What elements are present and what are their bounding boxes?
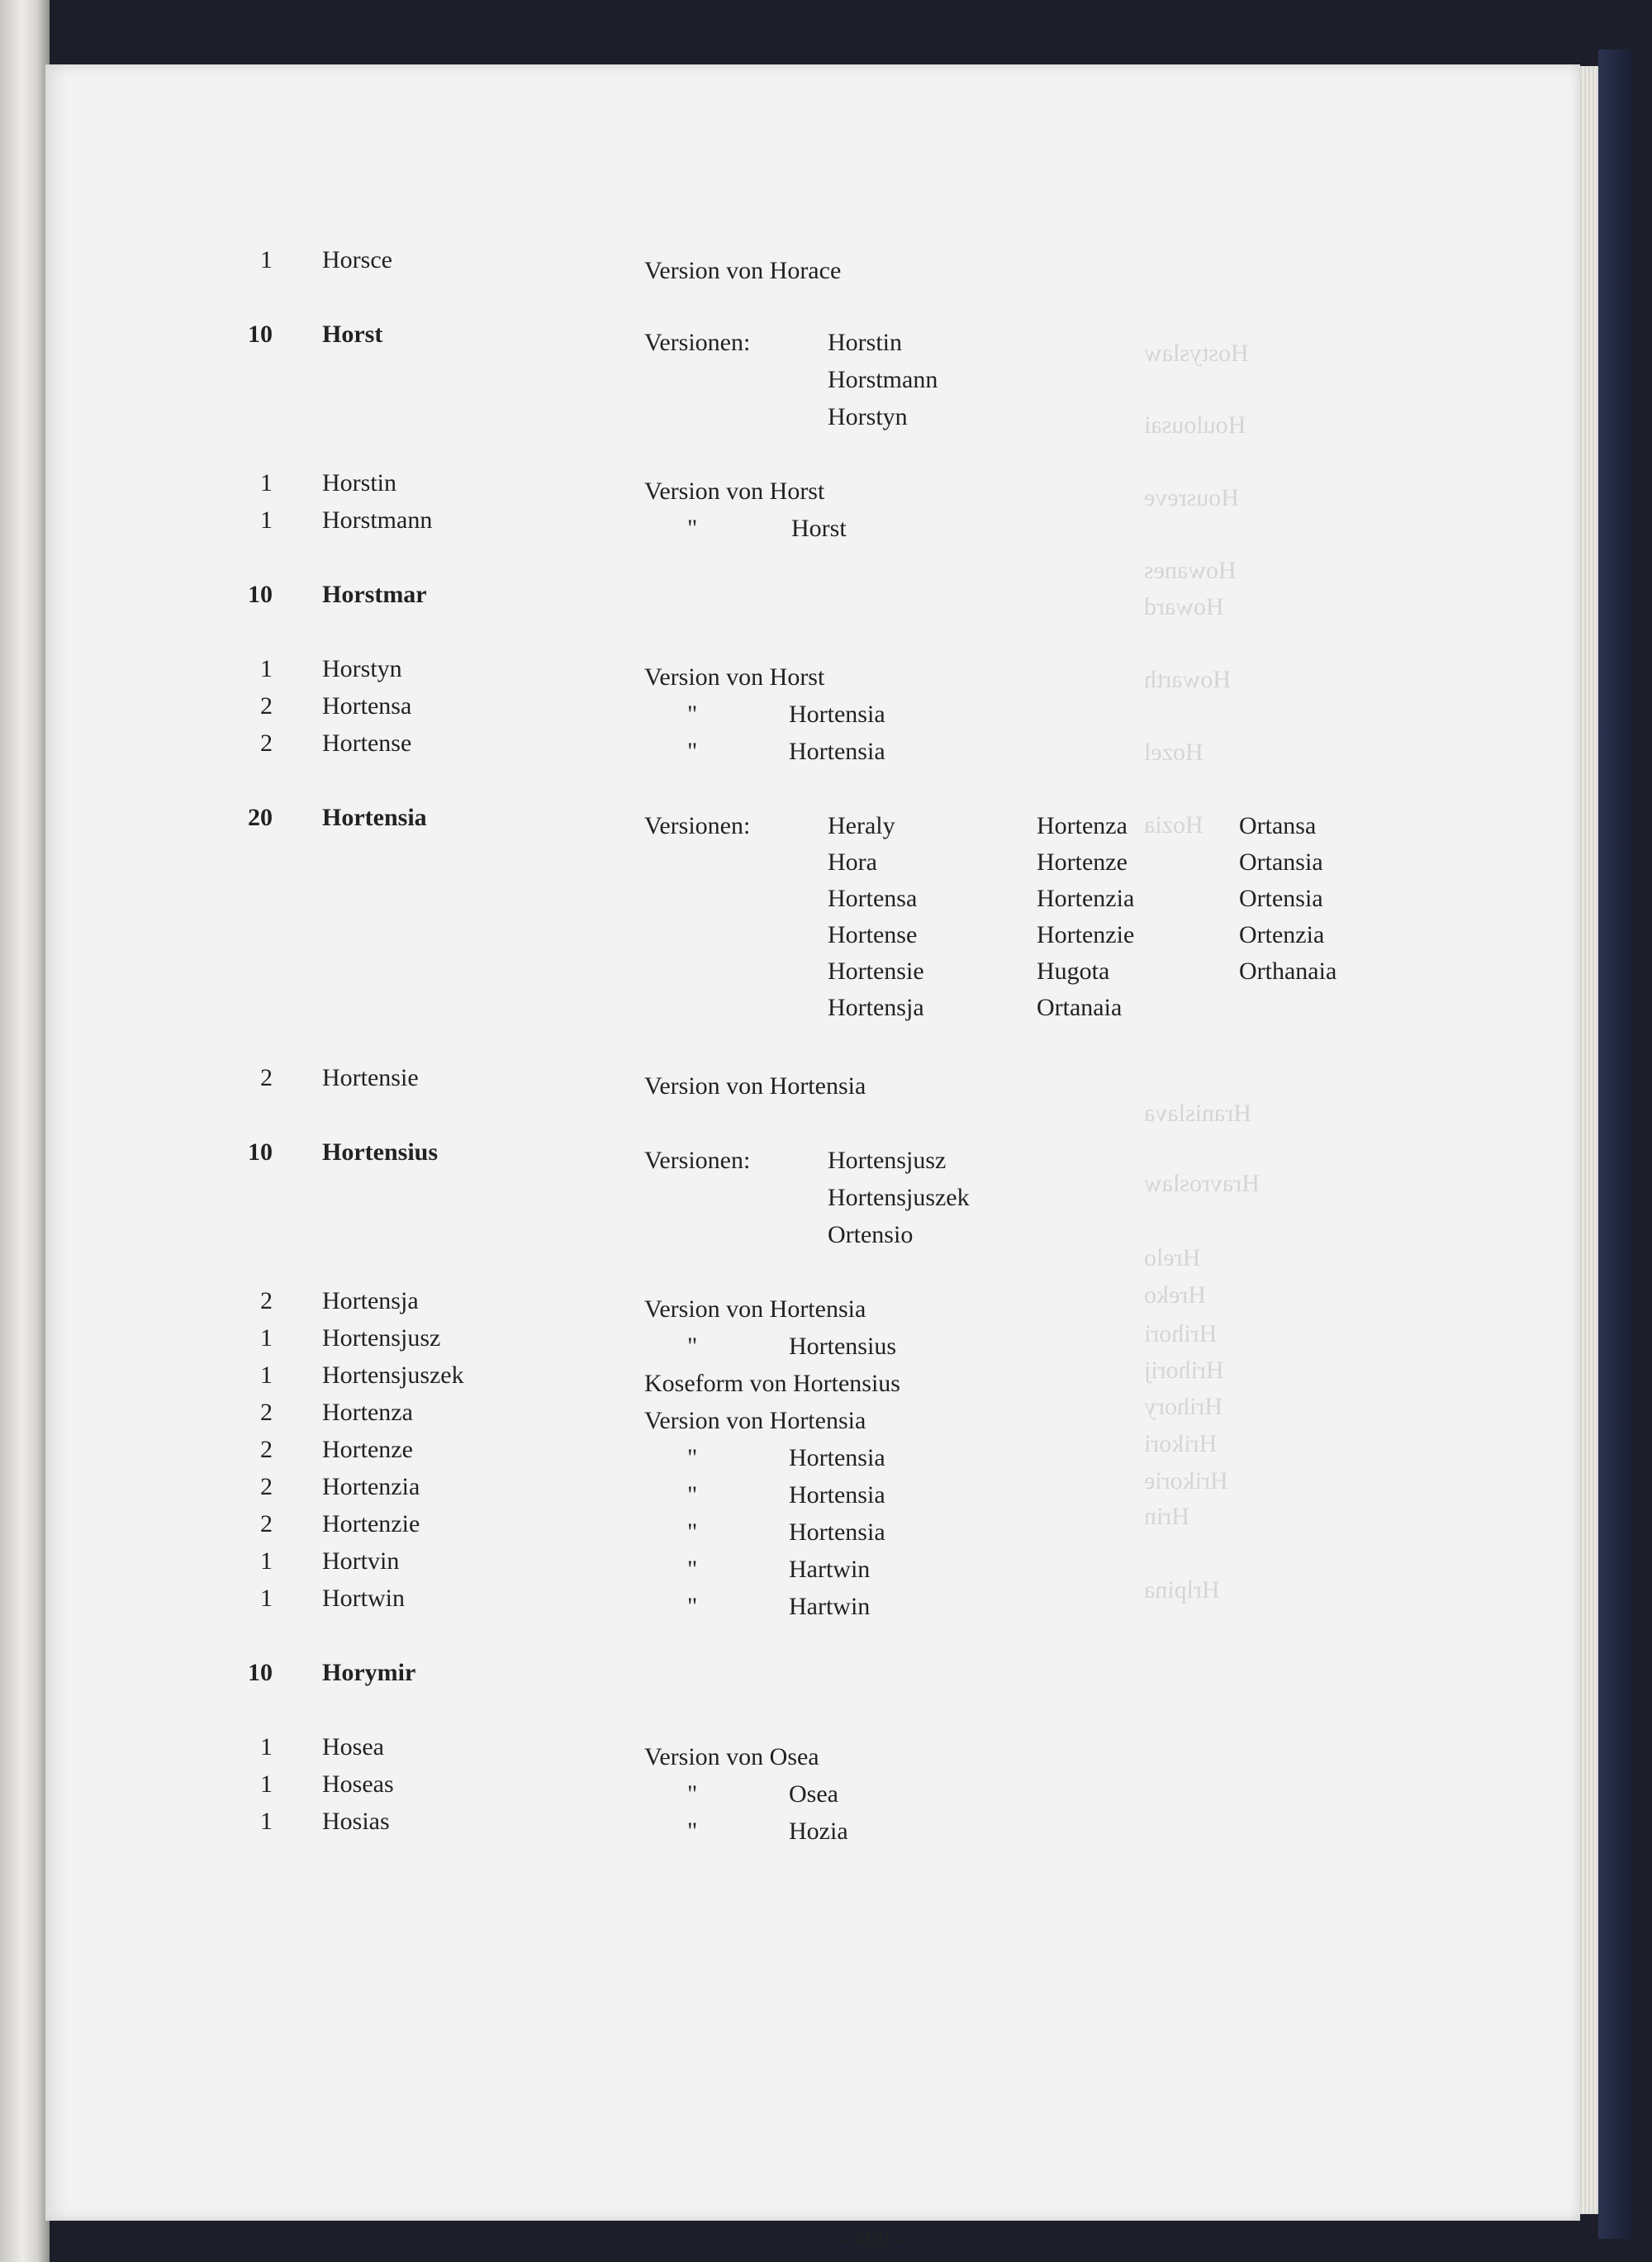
entry-reference: Hartwin [789,1593,871,1620]
entry-name: Horstmar [322,581,427,608]
entry-count: 1 [260,1547,273,1575]
entry-reference: Hortensia [789,1481,885,1509]
version-item: Hortensjusz [828,1147,947,1174]
entry-count: 1 [260,1585,273,1612]
entry-name: Horst [322,321,383,348]
entry-name: Horsce [322,246,392,273]
entry-count: 2 [260,729,273,757]
entry-name: Horstin [322,469,396,497]
entry-count: 10 [248,1138,273,1166]
entry-count: 10 [248,321,273,348]
version-item: Ortenzia [1239,921,1325,948]
entry-count: 1 [260,1733,273,1761]
version-item: Hortense [828,921,918,948]
version-item: Ortanaia [1037,994,1123,1021]
page-number: - 489 - [838,2225,904,2252]
entry-description: Version von Horace [644,257,842,284]
entry-count: 2 [260,1510,273,1537]
entry-name: Hortvin [322,1547,400,1575]
entry-reference: Hortensius [789,1333,896,1360]
entry-description: Version von Hortensia [644,1072,866,1100]
entry-description: Version von Hortensia [644,1407,866,1434]
entry-name: Hortenze [322,1436,413,1463]
entry-name: Hortensjuszek [322,1361,464,1389]
book-left-page-edge [0,0,50,2262]
entry-name: Hortensjusz [322,1324,441,1352]
version-item: Horstyn [828,403,908,430]
version-item: Hortensjuszek [828,1184,970,1211]
entry-count: 1 [260,655,273,682]
ditto-mark: " [687,738,698,765]
entry-count: 10 [248,1659,273,1686]
ditto-mark: " [687,1518,698,1546]
version-item: Hortenzie [1037,921,1135,948]
version-item: Ortansia [1239,848,1323,876]
entry-name: Hosias [322,1808,390,1835]
entry-name: Hosea [322,1733,384,1761]
entry-description: Version von Horst [644,663,825,691]
entry-count: 1 [260,1361,273,1389]
entry-reference: Osea [789,1780,838,1808]
entry-count: 1 [260,1808,273,1835]
version-item: Horstmann [828,366,938,393]
entry-count: 1 [260,506,273,534]
entry-count: 2 [260,1473,273,1500]
entry-name: Hortensja [322,1287,419,1314]
ditto-mark: " [687,1818,698,1845]
version-item: Hortenza [1037,812,1127,839]
book-cover-edge [1598,50,1631,2239]
version-item: Heraly [828,812,895,839]
entry-reference: Horst [791,515,847,542]
entry-description: Version von Horst [644,478,825,505]
entry-description: Versionen: [644,329,751,356]
version-item: Hortenze [1037,848,1127,876]
entry-reference: Hortensia [789,701,885,728]
entry-reference: Hortensia [789,1444,885,1471]
book-page: Hostyslaw Houlousai Housreve Howanes Howard Howarth Hozel Hozia Hranislava Hravroslaw Hrelo Hreko Hrihori Hrihorij Hrihory Hrikori Hrikorie Hrin Hrlpina 1 Horsce Version von Horace 10 Horst Versionen: Horstin Horstmann Horstyn 1 Horstin Version von Horst 1 Horstmann " Horst 10 Horstmar 1 Horstyn Version von Horst 2 Hortensa " Hortensia 2 Hortense " Hortensia 20 Hortensia Versionen: Heraly Hora Hortensa Hortense Hortensie Hortensja Hortenza Hortenze Hortenzia Hortenzie Hugota Ortanaia Ortansa Ortansia Ortensia Ortenzia Orthanaia 2 Hortensie Version von Hortensia 10 Hortensius Versionen: Hortensjusz Hortensjuszek Ortensio 2 Hortensja Version von Hortensia 1 Hortensjusz " Hortensius 1 Hortensjuszek Koseform von Hortensius 2 Hortenza Version von Hortensia 2 Hortenze " Hortensia 2 Hortenzia " Hortensia 2 Hortenzie " Hortensia 1 Hortvin " Hartwin 1 Hortwin " Hartwin 10 Horymir 1 Hosea Version von Osea 1 Hoseas " Osea 1 Hosias " Hozia - 489 - [45,64,1580,2221]
entry-count: 1 [260,1770,273,1798]
entry-name: Horstmann [322,506,433,534]
version-item: Hora [828,848,877,876]
ditto-mark: " [687,1556,698,1583]
entry-description: Versionen: [644,812,751,839]
entry-count: 1 [260,469,273,497]
entry-description: Koseform von Hortensius [644,1370,900,1397]
entry-name: Hortensie [322,1064,419,1091]
entry-count: 20 [248,804,273,831]
ditto-mark: " [687,1780,698,1808]
ditto-mark: " [687,1333,698,1360]
entry-name: Hortensia [322,804,427,831]
entry-count: 1 [260,246,273,273]
entry-reference: Hortensia [789,1518,885,1546]
version-item: Ortansa [1239,812,1317,839]
ditto-mark: " [687,701,698,728]
entry-name: Hortensa [322,692,412,720]
version-item: Hortensa [828,885,918,912]
ditto-mark: " [687,1593,698,1620]
version-item: Ortensio [828,1221,914,1248]
entry-count: 2 [260,1399,273,1426]
entry-description: Version von Hortensia [644,1295,866,1323]
entry-name: Hortenzia [322,1473,420,1500]
version-item: Hortensie [828,958,924,985]
entry-name: Hortense [322,729,412,757]
entry-count: 2 [260,1436,273,1463]
entry-description: Versionen: [644,1147,751,1174]
entry-name: Hortenza [322,1399,413,1426]
ditto-mark: " [687,1444,698,1471]
entry-count: 10 [248,581,273,608]
entry-name: Horymir [322,1659,416,1686]
version-item: Hugota [1037,958,1110,985]
version-item: Hortensja [828,994,924,1021]
entry-count: 1 [260,1324,273,1352]
entry-name: Hortensius [322,1138,439,1166]
entry-name: Hortwin [322,1585,405,1612]
entry-count: 2 [260,1064,273,1091]
ditto-mark: " [687,515,698,542]
entry-count: 2 [260,1287,273,1314]
entry-name: Horstyn [322,655,402,682]
entry-name: Hoseas [322,1770,394,1798]
version-item: Ortensia [1239,885,1323,912]
entry-description: Version von Osea [644,1743,819,1770]
entry-reference: Hartwin [789,1556,871,1583]
entry-reference: Hortensia [789,738,885,765]
version-item: Hortenzia [1037,885,1135,912]
ditto-mark: " [687,1481,698,1509]
entry-name: Hortenzie [322,1510,420,1537]
entry-count: 2 [260,692,273,720]
version-item: Orthanaia [1239,958,1337,985]
entry-reference: Hozia [789,1818,848,1845]
version-item: Horstin [828,329,902,356]
